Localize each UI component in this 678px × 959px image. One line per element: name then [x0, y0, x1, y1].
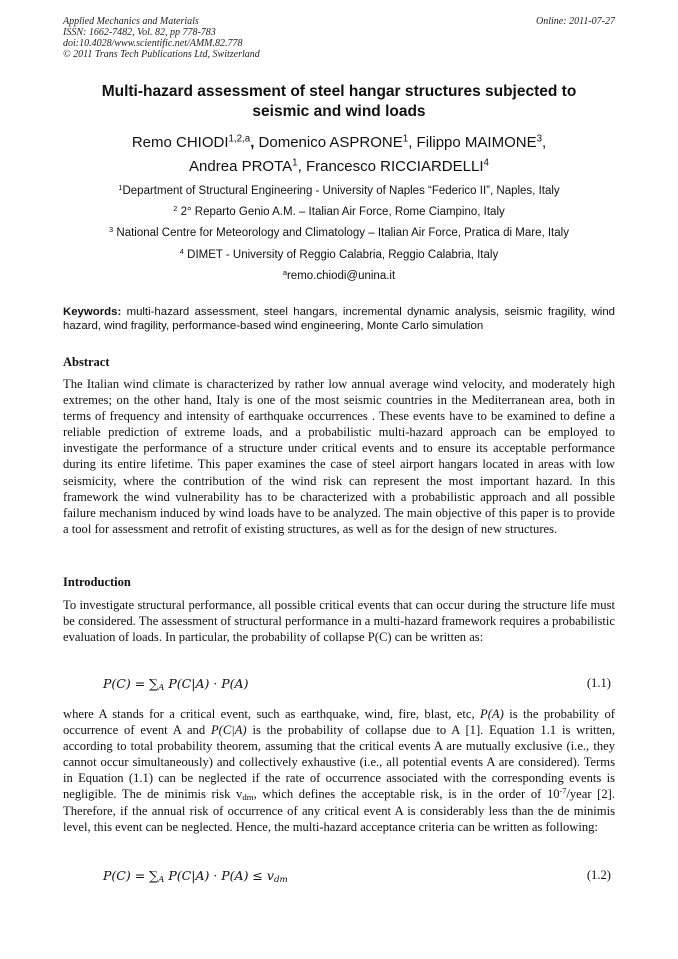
math-pca: P(C|A) [210, 723, 247, 738]
equation-1-1-body: $P(C) = \sum_A$ P(C|A) · P(A) [103, 676, 249, 694]
affiliation-text: 2° Reparto Genio A.M. – Italian Air Force, Rome Ciampino, Italy [180, 206, 505, 219]
author-name: Filippo MAIMONE [416, 134, 537, 151]
abstract-text: The Italian wind climate is characterized by rather low annual average wind velocity, and moderately high extremes; on the other hand, Italy is one of the most seismic countries in the Mediterranean area, both in terms of frequency and intensity of earthquake occurrences . These events have to be examined to define a reliable prediction of extreme loads, and a probabilistic multi-hazard approach can be employed to investigate the performance of a structure under critical events and to ensure its acceptable performance during its entire lifetime. This paper examines the case of steel airport hangars located in areas with low seismicity, where the contribution of the wind risk can represent the most important hazard. In this framework the wind vulnerability has to be characterized with a probabilistic approach and all possible failure mechanism induced by wind loads have to be analyzed. The main objective of this paper is to provide a tool for assessment and retrofit of existing structures, as well as for the design of new structures. [63, 377, 615, 536]
affiliation-sup: 3 [109, 225, 114, 235]
author-sep: , [542, 134, 547, 151]
affiliation-sup: 4 [179, 246, 184, 256]
math-pa: P(A) [480, 707, 504, 721]
author-sup: 1 [292, 157, 298, 169]
paper-title-line2: seismic and wind loads [252, 103, 426, 120]
equation-1-2 [103, 868, 615, 886]
author-sup: 4 [483, 157, 489, 169]
keywords [63, 305, 615, 333]
author-line-2 [63, 155, 615, 179]
journal-issn: ISSN: 1662-7482, Vol. 82, pp 778-783 [63, 27, 216, 38]
introduction-heading: Introduction [63, 575, 131, 589]
journal-name: Applied Mechanics and Materials [63, 16, 199, 27]
affiliation-3 [63, 223, 615, 244]
author-sep: , [250, 134, 259, 151]
equation-1-2-number: (1.2) [586, 868, 611, 882]
introduction-para-2 [63, 706, 615, 835]
para-2-text: where A stands for a critical event, such as earthquake, wind, fire, blast, etc, [63, 707, 475, 721]
journal-doi: doi:10.4028/www.scientific.net/AMM.82.778 [63, 38, 243, 49]
author-list [63, 131, 615, 179]
affiliation-list [63, 181, 615, 287]
affiliation-sup: 1 [118, 182, 123, 192]
para-2-text: /year [2]. Therefore, if the annual risk of occurrence of any critical event A is considerably less than the de minimis level, this event can be neglected. Hence, the multi-hazard acceptance criteria can be written as following: [63, 787, 615, 834]
author-name: Domenico ASPRONE [258, 134, 403, 151]
author-sep: , [408, 134, 417, 151]
affiliation-1 [63, 181, 615, 202]
para-2-text: is the probability of collapse due to A [1]. Equation 1.1 is written, according to total probability theorem, assuming that the critical events A are mutually exclusive (i.e., they cannot occur simultaneously) and collectively exhaustive (i.e., all potential events A are considered). Terms in Equation (1.1) can be neglected if the rate of occurrence associated with the corresponding events is negligible. The de minimis risk v [63, 723, 616, 802]
introduction-para-1: To investigate structural performance, all possible critical events that can occur during the structure life must be considered. The assessment of structural performance in a multi-hazard framework requires a probabilistic evaluation of loads. In particular, the probability of collapse P(C) can be written as: [63, 598, 615, 645]
journal-copyright: © 2011 Trans Tech Publications Ltd, Switzerland [63, 49, 260, 60]
affiliation-sup: 2 [173, 204, 178, 214]
affiliation-email [63, 266, 615, 287]
keywords-label: Keywords: [63, 306, 122, 318]
abstract-heading: Abstract [63, 355, 110, 369]
affiliation-2 [63, 202, 615, 223]
author-sep: , [297, 158, 306, 175]
equation-1-2-body: $P(C) = \sum_A$ $P(C|A) \cdot P(A) \le v_{dm}$ [103, 868, 288, 886]
author-email[interactable]: remo.chiodi@unina.it [286, 269, 396, 282]
paper-title-line1: Multi-hazard assessment of steel hangar structures subjected to [101, 83, 577, 100]
affiliation-sup: a [282, 267, 287, 277]
author-sup: 1,2,a [228, 133, 251, 145]
journal-header [63, 16, 615, 60]
affiliation-text: National Centre for Meteorology and Climatology – Italian Air Force, Pratica di Mare, Italy [116, 227, 569, 240]
author-sup: 3 [536, 133, 543, 145]
equation-1-1 [103, 676, 615, 694]
paper-title [63, 82, 615, 122]
affiliation-text: Department of Structural Engineering - University of Naples “Federico II”, Naples, Italy [122, 185, 560, 197]
math-exp: -7 [559, 786, 567, 796]
author-line-1 [63, 131, 615, 155]
author-name: Francesco RICCIARDELLI [305, 158, 484, 175]
affiliation-text: DIMET - University of Reggio Calabria, Reggio Calabria, Italy [187, 248, 499, 261]
author-name: Andrea PROTA [189, 158, 293, 175]
math-sub-dm: dm [242, 792, 254, 803]
keywords-text: multi-hazard assessment, steel hangars, incremental dynamic analysis, seismic fragility, wind hazard, wind fragility, performance-based wind engineering, Monte Carlo simulation [63, 306, 615, 332]
author-sup: 1 [402, 133, 409, 145]
online-date: Online: 2011-07-27 [536, 16, 615, 27]
para-2-text: is the probability of occurrence of event A and [63, 707, 615, 738]
equation-1-1-number: (1.1) [586, 676, 611, 690]
affiliation-4 [63, 245, 615, 266]
para-2-text: , which defines the acceptable risk, is in the order of 10 [253, 787, 560, 802]
author-name: Remo CHIODI [131, 134, 229, 151]
